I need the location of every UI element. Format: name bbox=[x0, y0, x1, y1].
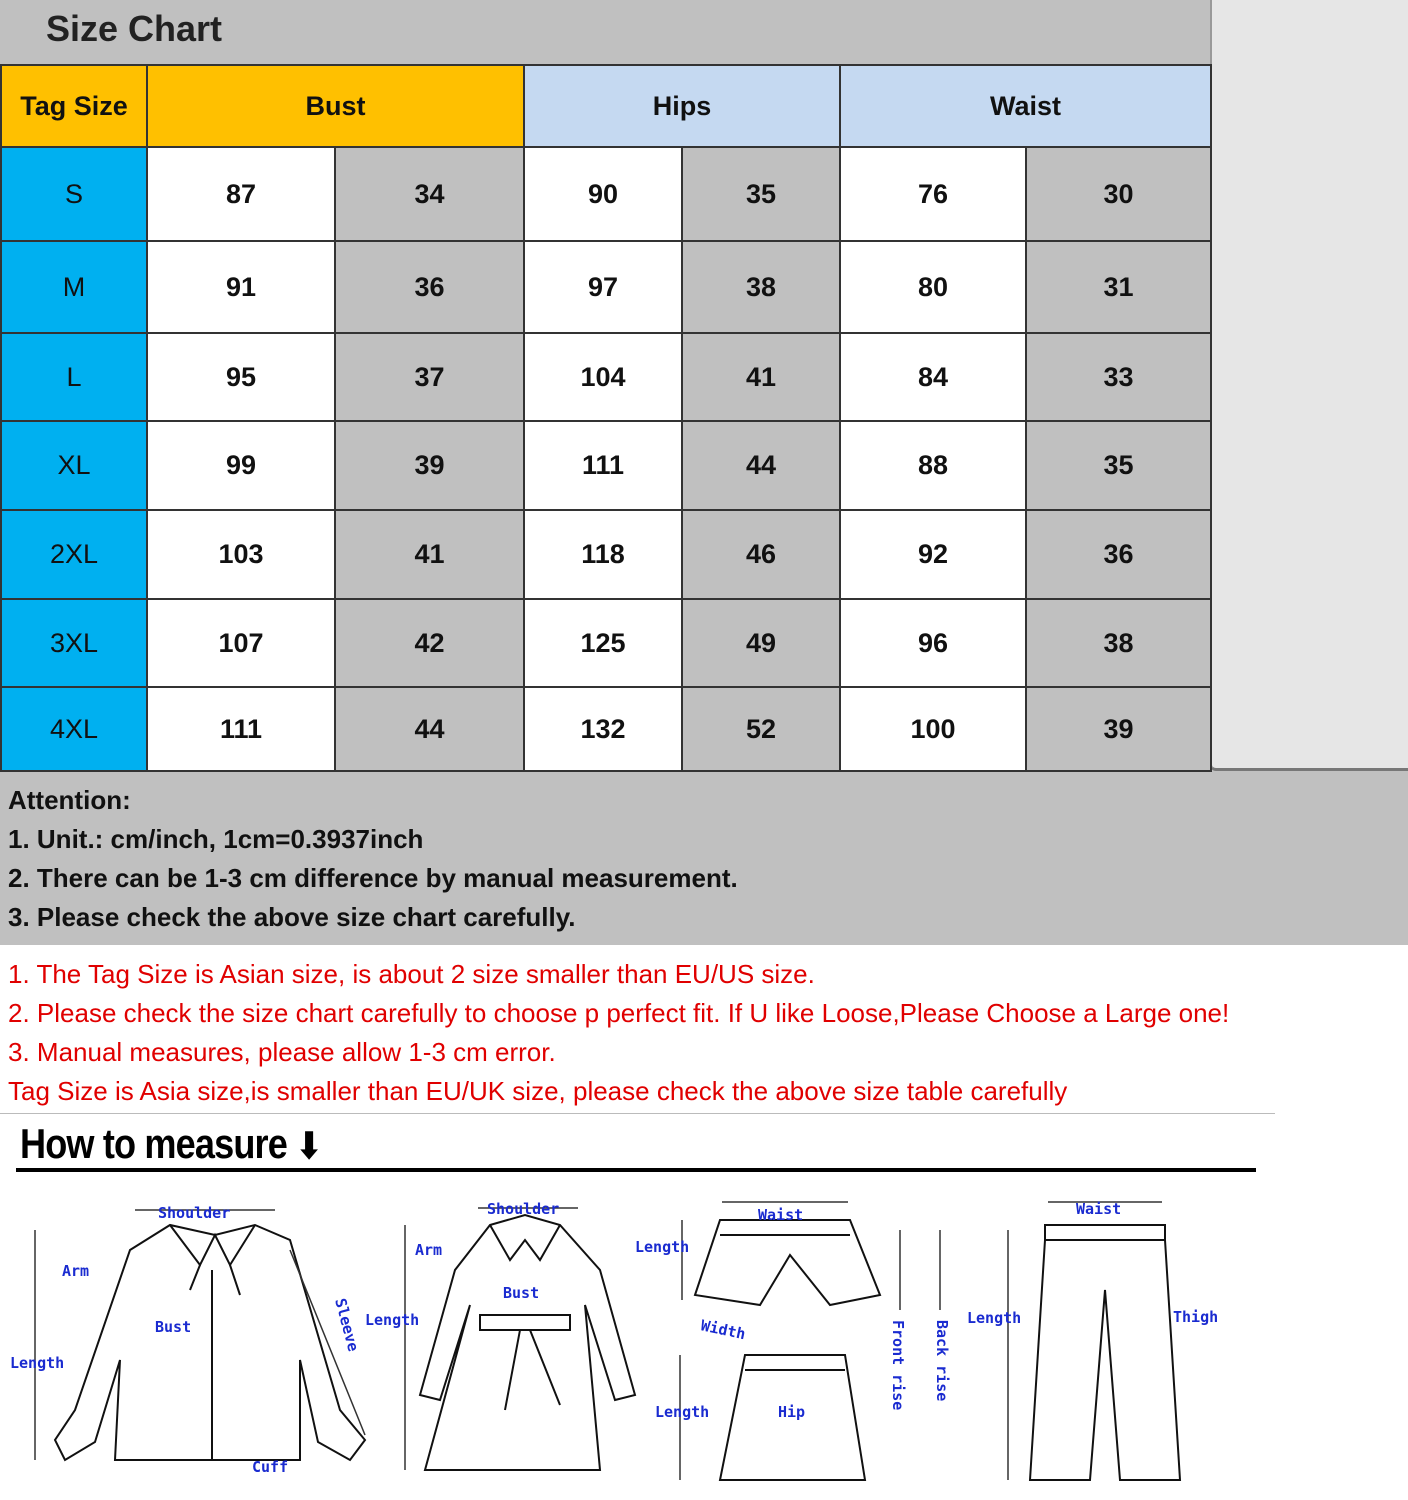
label-shoulder: Shoulder bbox=[487, 1200, 560, 1218]
hips-cm-cell: 132 bbox=[524, 687, 682, 771]
attention-heading: Attention: bbox=[8, 785, 131, 815]
header-hips: Hips bbox=[524, 65, 840, 147]
hips-inch-cell: 49 bbox=[682, 599, 840, 687]
waist-cm-cell: 84 bbox=[840, 333, 1026, 421]
hips-inch-cell: 41 bbox=[682, 333, 840, 421]
label-waist: Waist bbox=[758, 1206, 804, 1224]
waist-inch-cell: 39 bbox=[1026, 687, 1211, 771]
trousers-drawing bbox=[1030, 1225, 1180, 1480]
hips-cm-cell: 118 bbox=[524, 510, 682, 599]
hips-cm-cell: 90 bbox=[524, 147, 682, 241]
table-row bbox=[1, 421, 1211, 510]
size-cell: M bbox=[1, 241, 147, 333]
blouse-drawing bbox=[55, 1225, 365, 1460]
attention-line: 1. Unit.: cm/inch, 1cm=0.3937inch bbox=[8, 824, 424, 854]
bust-cm-cell: 87 bbox=[147, 147, 335, 241]
size-cell: 3XL bbox=[1, 599, 147, 687]
bust-inch-cell: 44 bbox=[335, 687, 524, 771]
bust-inch-cell: 37 bbox=[335, 333, 524, 421]
table-row bbox=[1, 147, 1211, 241]
label-width: Width bbox=[699, 1316, 748, 1344]
size-cell: XL bbox=[1, 421, 147, 510]
size-cell: 2XL bbox=[1, 510, 147, 599]
hips-cm-cell: 104 bbox=[524, 333, 682, 421]
size-cell: L bbox=[1, 333, 147, 421]
red-notes bbox=[8, 955, 1229, 1111]
label-length: Length bbox=[10, 1354, 65, 1372]
table-row bbox=[1, 687, 1211, 771]
label-arm: Arm bbox=[415, 1241, 443, 1259]
table-row bbox=[1, 241, 1211, 333]
down-arrow-icon: ⬇ bbox=[296, 1125, 322, 1166]
waist-cm-cell: 100 bbox=[840, 687, 1026, 771]
side-panel bbox=[1210, 0, 1408, 771]
table-row bbox=[1, 510, 1211, 599]
waist-cm-cell: 80 bbox=[840, 241, 1026, 333]
hips-inch-cell: 38 bbox=[682, 241, 840, 333]
waist-inch-cell: 36 bbox=[1026, 510, 1211, 599]
shorts-drawing bbox=[695, 1220, 880, 1305]
label-back-rise: Back rise bbox=[933, 1320, 951, 1402]
size-table bbox=[0, 64, 1212, 772]
hips-inch-cell: 44 bbox=[682, 421, 840, 510]
hips-cm-cell: 125 bbox=[524, 599, 682, 687]
divider bbox=[0, 1113, 1275, 1114]
note-line: 3. Manual measures, please allow 1-3 cm error. bbox=[8, 1037, 556, 1067]
waist-cm-cell: 96 bbox=[840, 599, 1026, 687]
label-length: Length bbox=[635, 1238, 690, 1256]
bust-cm-cell: 103 bbox=[147, 510, 335, 599]
size-cell: 4XL bbox=[1, 687, 147, 771]
bust-cm-cell: 91 bbox=[147, 241, 335, 333]
page-title: Size Chart bbox=[46, 8, 223, 49]
hips-inch-cell: 52 bbox=[682, 687, 840, 771]
header-tag-size: Tag Size bbox=[1, 65, 147, 147]
waist-cm-cell: 92 bbox=[840, 510, 1026, 599]
table-header-row bbox=[1, 65, 1211, 147]
waist-inch-cell: 33 bbox=[1026, 333, 1211, 421]
waist-inch-cell: 35 bbox=[1026, 421, 1211, 510]
bust-inch-cell: 42 bbox=[335, 599, 524, 687]
header-waist: Waist bbox=[840, 65, 1211, 147]
label-front-rise: Front rise bbox=[889, 1320, 907, 1411]
label-length: Length bbox=[655, 1403, 710, 1421]
label-arm: Arm bbox=[62, 1262, 90, 1280]
hips-inch-cell: 35 bbox=[682, 147, 840, 241]
hips-cm-cell: 97 bbox=[524, 241, 682, 333]
note-line: 2. Please check the size chart carefully to choose p perfect fit. If U like Loose,Please Choose a Large one! bbox=[8, 998, 1230, 1028]
note-line: 1. The Tag Size is Asian size, is about 2 size smaller than EU/US size. bbox=[8, 959, 815, 989]
table-row bbox=[1, 599, 1211, 687]
measure-lines bbox=[35, 1202, 1162, 1480]
bust-inch-cell: 36 bbox=[335, 241, 524, 333]
heading-underline bbox=[16, 1168, 1256, 1172]
measurement-diagram bbox=[0, 1180, 1408, 1500]
label-cuff: Cuff bbox=[252, 1458, 289, 1476]
waist-cm-cell: 88 bbox=[840, 421, 1026, 510]
attention-line: 2. There can be 1-3 cm difference by manual measurement. bbox=[8, 863, 738, 893]
bust-cm-cell: 99 bbox=[147, 421, 335, 510]
bust-cm-cell: 107 bbox=[147, 599, 335, 687]
table-row bbox=[1, 333, 1211, 421]
hips-inch-cell: 46 bbox=[682, 510, 840, 599]
bust-inch-cell: 39 bbox=[335, 421, 524, 510]
how-to-title: How to measure bbox=[20, 1120, 287, 1167]
bust-cm-cell: 95 bbox=[147, 333, 335, 421]
how-to-measure-heading bbox=[20, 1120, 321, 1168]
hips-cm-cell: 111 bbox=[524, 421, 682, 510]
attention-line: 3. Please check the above size chart carefully. bbox=[8, 902, 576, 932]
header-bust: Bust bbox=[147, 65, 524, 147]
label-shoulder: Shoulder bbox=[158, 1204, 231, 1222]
label-hip: Hip bbox=[778, 1403, 806, 1421]
attention-block bbox=[8, 781, 738, 937]
coat-drawing bbox=[420, 1215, 635, 1470]
waist-inch-cell: 31 bbox=[1026, 241, 1211, 333]
waist-inch-cell: 30 bbox=[1026, 147, 1211, 241]
label-bust: Bust bbox=[155, 1318, 192, 1336]
label-thigh: Thigh bbox=[1173, 1308, 1219, 1326]
label-bust: Bust bbox=[503, 1284, 540, 1302]
bust-inch-cell: 34 bbox=[335, 147, 524, 241]
label-sleeve: Sleeve bbox=[331, 1296, 363, 1354]
label-waist: Waist bbox=[1076, 1200, 1122, 1218]
label-length: Length bbox=[967, 1309, 1022, 1327]
size-cell: S bbox=[1, 147, 147, 241]
waist-cm-cell: 76 bbox=[840, 147, 1026, 241]
bust-inch-cell: 41 bbox=[335, 510, 524, 599]
label-length: Length bbox=[365, 1311, 420, 1329]
waist-inch-cell: 38 bbox=[1026, 599, 1211, 687]
note-line: Tag Size is Asia size,is smaller than EU/UK size, please check the above size table carefully bbox=[8, 1076, 1068, 1106]
bust-cm-cell: 111 bbox=[147, 687, 335, 771]
